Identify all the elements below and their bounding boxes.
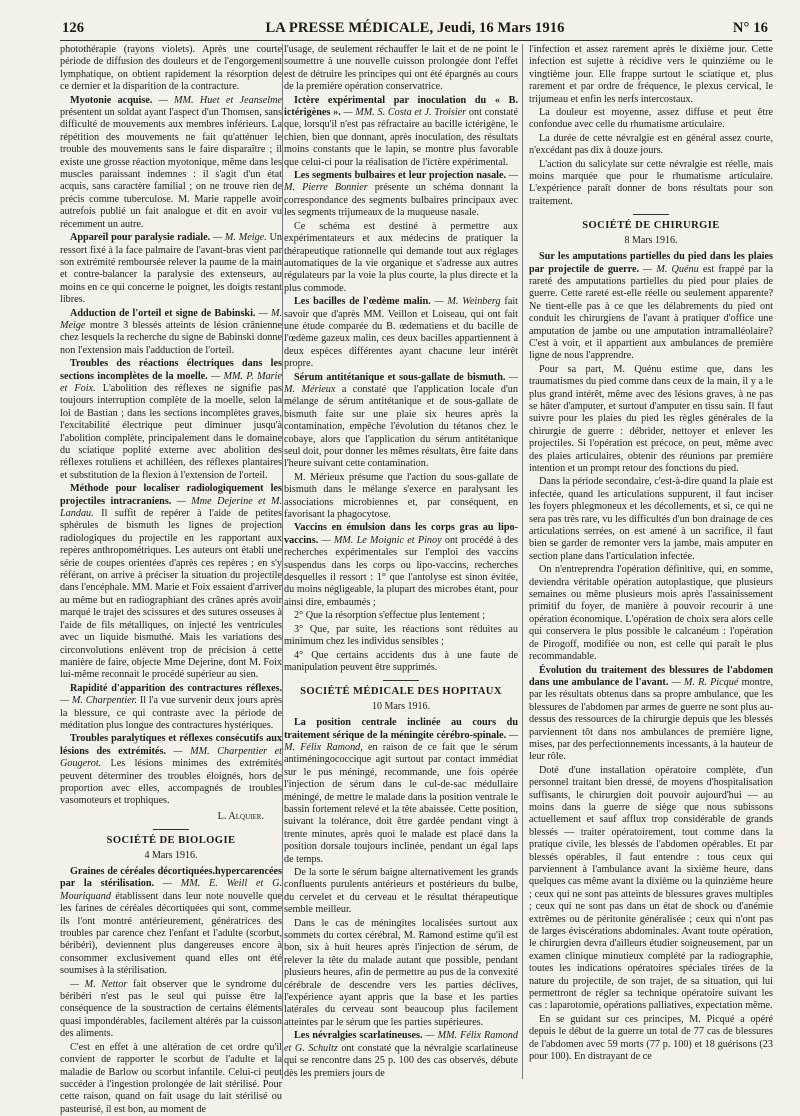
section-rule bbox=[383, 680, 419, 681]
paragraph: Pour sa part, M. Quénu estime que, dans les traumatismes du pied comme dans ceux de la main, il y a le plus grand intérêt, même avec des lésions graves, à ne pas se hâter d'amputer, et surtout d'amputer en tissu sain. Il faut suivre pour les plaies du pied les règles générales de la chirurgie de guerre : débrider, nettoyer et enlever les projectiles. Si l'opération est précoce, on peut, même avec des plaies articulaires, obtenir des réunions par première intention et un prompt retour des fonctions du pied. bbox=[529, 363, 773, 474]
paragraph: Ce schéma est destiné à permettre aux expérimentateurs et aux médecins de pratiquer la thérapeutique rationnelle qui demande tout aux réglages automatiques de la vie organique et s'adresse aux autres régulateurs par la voie la plus courte, la plus directe et la plus commode. bbox=[284, 220, 518, 294]
section-date: 10 Mars 1916. bbox=[371, 700, 431, 712]
article-title: Les névralgies scarlatineuses. bbox=[294, 1030, 423, 1042]
journal-title: LA PRESSE MÉDICALE, Jeudi, 16 Mars 1916 bbox=[265, 20, 565, 36]
article-body: fait savoir que d'après MM. Veillon et Loiseau, qui ont fait une étude comparée du B. œdematiens et du bacille de l'œdème gazeux malin, ces deux bacilles appartiennent à deux espèces différentes ayant chacune leur intérêt propre. bbox=[284, 296, 518, 370]
article-authors: — M. Quénu bbox=[639, 263, 699, 275]
article-authors: — MM. E. Weill et G. Mouriquand bbox=[60, 878, 282, 902]
article-authors: — M. Nettor bbox=[70, 978, 128, 990]
article-authors: — MM. Huet et Jeanselme bbox=[152, 94, 282, 106]
issue-number: N° 16 bbox=[732, 20, 768, 36]
article bbox=[284, 170, 518, 220]
article-body: L'abolition des réflexes ne signifie pas toujours interruption complète de la moelle, selon la loi de Bastian ; dans les sections incomplètes graves, l'excitabilité électrique peut diminuer jusqu'à l'abolition complète, principalement dans le domaine du sciatique poplité externe avec abolition des réflexes rotuliens et achilléen, des réflexes plantaires et substitution de la flexion à l'extension de l'orteil. bbox=[60, 382, 282, 481]
section-heading: SOCIÉTÉ DE BIOLOGIE bbox=[106, 835, 236, 847]
article-title: Adduction de l'orteil et signe de Babinski. bbox=[70, 307, 256, 319]
article-authors: — M. Meige. bbox=[210, 232, 267, 244]
article bbox=[60, 483, 282, 682]
article-body: est frappé par la rareté des amputations partielles du pied pour plaies de guerre. Cette rareté est-elle réelle ou seulement apparente? Ne tient-elle pas à ce que les délabrements du pied ont conduit les chirurgiens de l'avant à pratiquer d'office une amputation de jambe ou une amputation intramalléolaire? C'est à voir, et il appartient aux ambulances de première ligne de nous l'apprendre. bbox=[529, 263, 773, 362]
paragraph: C'est en effet à une altération de cet ordre qu'il convient de rapporter le scorbut de l'adulte et la maladie de Barlow ou scorbut infantile. Celui-ci peut succéder à l'ingestion prolongée de lait stérilisé. Pour cette raison, quand on fait usage du lait stérilisé ou pasteurisé, il est bon, au moment de bbox=[60, 1041, 282, 1115]
article-title: Graines de céréales décortiquées.hypercarencées par la stérilisation. bbox=[60, 866, 282, 890]
article-body: présentent un soldat ayant l'aspect d'un Thomsen, sans difficulté de mouvements aux membres inférieurs. La répétition des mouvements ne fait qu'atténuer le trouble des mouvements sans le faire disparaître ; il existe une grosse réaction myotonique, même dans les muscles paraissant indemnes : il s'agit d'un état acquis, sans caractère familial ; on ne trouve rien de précis comme tuberculose. M. Marie rappelle avoir autrefois publié un fait analogue et dit en avoir vu récemment un autre. bbox=[60, 107, 282, 230]
article-body: a constaté que l'application locale d'un mélange de sérum antitétanique et de sous-gallate de bismuth faite sur une plaie six heures après la contamination, empêche l'évolution du tétanos chez le cobaye, alors que l'application du sérum antitétanique seul doit, pour donner les mêmes résultats, être faite dans l'heure suivant cette contamination. bbox=[284, 383, 518, 470]
article-title: Les segments bulbaires et leur projection nasale. bbox=[294, 170, 507, 182]
article-body: montre 3 blessés atteints de lésion crânienne chez lesquels la recherche du signe de Babinski donne non l'extension mais l'adduction de l'orteil. bbox=[60, 319, 282, 356]
article-authors: — M. Félix Ramond, bbox=[284, 729, 518, 753]
paragraph: l'usage, de seulement réchauffer le lait et de ne point le soumettre à une nouvelle cuisson prolongée dont l'effet est de détruire les principes qui ont été épargnés au cours de la première opération conservatrice. bbox=[284, 44, 518, 93]
article-authors: — MM. Charpentier et Gougerot. bbox=[60, 745, 282, 770]
article bbox=[284, 717, 518, 866]
paragraph: M. Mérieux présume que l'action du sous-gallate de bismuth dans le mélange s'exerce en paralysant les associations microbiennes et, par conséquent, en favorisant la phagocytose. bbox=[284, 471, 518, 521]
article bbox=[284, 372, 518, 471]
article-title: Méthode pour localiser radiologiquement les projectiles intracraniens. bbox=[60, 483, 282, 507]
section-heading: SOCIÉTÉ DE CHIRURGIE bbox=[582, 220, 720, 232]
article-authors: — Mme Dejerine et M. Landau. bbox=[60, 495, 282, 520]
article-body: montre, par les résultats obtenus dans sa propre ambulance, que les blessures de l'abdomen par armes de guerre ne sont plus au-dessus des ressources de la chirurgie depuis que les blessés parviennent tôt dans nos ambulances de première ligne, mises, par des perfectionnements incessants, à la hauteur de leur rôle. bbox=[529, 676, 773, 763]
paragraph: On n'entreprendra l'opération définitive, qui, en somme, deviendra véritable opération autoplastique, que plusieurs semaines ou même plusieurs mois après l'assainissement primitif du foyer, de manière à pouvoir recourir à une opération économique. L'opération de choix sera alors celle qui conservera le plus possible le calcanéum : l'opération de Pirogoff, modifiée ou non, est celle qui paraît le plus recommandable. bbox=[529, 564, 773, 663]
article-body: Il l'a vue survenir deux jours après la blessure, ce qui contraste avec la période de méditation plus longue des contractures hystériques. bbox=[60, 695, 282, 731]
article bbox=[529, 665, 773, 764]
article-body: fait observer que le syndrome du béribéri n'est pas le seul qui puisse être la conséquence de la soustraction de certains éléments quasi impondérables, facilement altérés par la cuisson des aliments. bbox=[60, 978, 282, 1040]
paragraph: En se guidant sur ces principes, M. Picqué a opéré depuis le début de la guerre un total de 77 cas de blessures de l'abdomen avec 59 morts (77 p. 100) et 18 guérisons (23 pour 100). En distrayant de ce bbox=[529, 1013, 773, 1063]
article bbox=[60, 308, 282, 358]
article-body: Il suffit de repérer à l'aide de petites sphérules de bismuth les lignes de projection radiologiques du projectile en les rapportant aux repères anthropométriques. Les auteurs ont établi une série de coupes orientées d'après ces repères ; en s'y référant, on arrive à préciser la situation du projectile dans l'encéphale. MM. Marie et Foix essaient d'arriver au même but en radiographiant des crânes après avoir marqué le trajet des scissures et des sutures osseuses à l'aide de fils métalliques, on injecté les ventricules avec un liquide bismuthé. Mais les variations des circonvolutions enlèvent trop de précision à cette manière de faire, objecte Mme Dejerine, dont M. Foix lui-même reconnait le procédé supérieur au sien. bbox=[60, 508, 282, 681]
article-title: Sur les amputations partielles du pied dans les plaies par projectile de guerre. bbox=[529, 251, 773, 275]
article-title: Ictère expérimental par inoculation du « B. ictérigènes ». bbox=[284, 94, 518, 119]
article bbox=[60, 733, 282, 807]
article bbox=[60, 95, 282, 231]
article-authors: — MM. Le Moignic et Pinoy bbox=[318, 534, 442, 546]
paragraph: Dans le cas de méningites localisées surtout aux sommets du cortex cérébral, M. Ramond estime qu'il est bon, six à huit heures après l'injection de sérum, de relever la tête du malade autant que possible, pendant plusieurs heures, afin de permettre au pus de la convexité cérébrale de descendre vers les parties déclives, l'expérience ayant appris que la base et les parties latérales du cerveau sont beaucoup plus facilement atteintes par le sérum que les parties supérieures. bbox=[284, 917, 518, 1028]
article-title: Appareil pour paralysie radiale. bbox=[70, 232, 211, 244]
article-title: Troubles paralytiques et réflexes consécutifs aux lésions des extrémités. bbox=[60, 733, 282, 757]
list-item: 3° Que, par suite, les réactions sont réduites au minimum chez les individus sensibles ; bbox=[284, 623, 518, 648]
article bbox=[284, 1030, 518, 1080]
article bbox=[284, 95, 518, 169]
section-date: 8 Mars 1916. bbox=[624, 234, 678, 246]
column-divider bbox=[522, 44, 523, 1079]
article-authors: — M. Charpentier. bbox=[60, 695, 137, 707]
article bbox=[284, 522, 518, 609]
article-authors: — MM. S. Costa et J. Troisier bbox=[340, 107, 467, 119]
paragraph: La durée de cette névralgie est en général assez courte, n'excédant pas dix à douze jours. bbox=[529, 132, 773, 157]
article-title: Vaccins en émulsion dans les corps gras au lipo-vaccins. bbox=[284, 522, 518, 546]
article-title: Myotonie acquise. bbox=[70, 94, 153, 106]
paragraph: Dans la période secondaire, c'est-à-dire quand la plaie est infectée, quand les articulations suppurent, il faut inciser les foyers phlegmoneux et les décollements, et si, ce qui ne sera pas très rare, vu les difficultés d'un bon drainage de ces articulations serrées, on est amené à un sacrifice, il faut bien se garder de remonter vers la jambe, mais amputer en section plane dans l'articulation infectée. bbox=[529, 476, 773, 562]
section-rule bbox=[633, 214, 669, 215]
page-number: 126 bbox=[62, 20, 85, 36]
article bbox=[60, 683, 282, 733]
article-authors: — M. Meige bbox=[60, 307, 283, 331]
article-title: La position centrale inclinée au cours du traitement sérique de la méningite cérébro-spinale. bbox=[284, 717, 518, 741]
article-body: établissent dans leur note nouvelle que les farines de céréales décortiquées qui sont, comme ils l'ont montré antérieurement, génératrices des troubles par carence chez l'enfant et l'adulte (scorbut, béribéri), deviennent plus dangereuses encore à consommer exclusivement quand elles ont été soumises à la stérilisation. bbox=[60, 890, 282, 977]
paragraph: Doté d'une installation opératoire complète, d'un personnel traitant bien dressé, de moyens d'hospitalisation suffisants, le chirurgien doit pouvoir aujourd'hui — au moins dans la guerre de siège que nous subissons actuellement et sauf afflux trop considérable de grands blessés — traiter opératoirement, tout comme dans la pratique civile, les blessés de l'abdomen opérables. Et par blessés opérables, il faut entendre : tous ceux qui parviennent à l'ambulance avant la sixième heure, dans quelques cas même avant la dixième ou la quinzième heure ; ceux qui ne sont pas atteints de blessures graves multiples ; ceux qui ne sont pas dans un état de shock ou d'anémie extrêmes ou de péritonite généralisée ; ceux qui n'ont pas de larges éviscérations abdominales. Avant toute opération, le chirurgien devra d'ailleurs étudier soigneusement, par un examen clinique minutieux complété par la radiographie, toutes les indications opératoires spéciales tirées de la nature du projectile, de son trajet, de sa situation, qui lui permettront de régler sa technique opératoire suivant les cas : laparotomie, opérations palliatives, expectation même. bbox=[529, 764, 773, 1012]
paragraph: photothérapie (rayons violets). Après une courte période de diffusion des douleurs et de l'engorgement lymphatique, on obtient rapidement la résorption de ce dernier et la disparition de la contracture. bbox=[60, 44, 282, 93]
section-date: 4 Mars 1916. bbox=[144, 849, 198, 861]
article-body: Un ressort fixé à la face palmaire de l'avant-bras vient par son extrémité remboursée relever la paume de la main et contre-balancer la paralysie des extenseurs, au moins en ce qui concerne le poignet, les doigts restant libres. bbox=[60, 232, 283, 306]
article-title: Évolution du traitement des blessures de l'abdomen dans une ambulance de l'avant. bbox=[529, 664, 773, 688]
article-title: Troubles des réactions électriques dans les sections incomplètes de la moelle. bbox=[60, 358, 282, 382]
header-rule bbox=[60, 40, 772, 41]
list-item: 4° Que certains accidents dus à une faute de manipulation peuvent être supprimés. bbox=[284, 649, 518, 673]
article-authors: — M. Weinberg bbox=[430, 296, 501, 308]
section-rule bbox=[153, 829, 189, 830]
article-body: en raison de ce fait que le sérum antiméningococcique agit surtout par contact immédiat sur le pus méningé, recommande, une fois opérée l'injection de sérum dans le cul-de-sac médullaire méningé, de mettre le malade dans la position ventrale le bassin fortement relevé et la tête abaissée. Cette position, suivant la tolérance, doit être gardée pendant vingt à trente minutes, après quoi le malade est placé dans la position dorsale toujours inclinée, pendant un égal laps de temps. bbox=[284, 741, 518, 865]
signature: L. Alquier. bbox=[217, 810, 264, 822]
article-authors: — MM. P. Marie et Foix. bbox=[60, 370, 282, 394]
article-authors: — M. Mérieux bbox=[284, 371, 518, 395]
article-title: Rapidité d'apparition des contractures réflexes. bbox=[70, 682, 282, 694]
article-authors: — MM. Félix Ramond et G. Schultz bbox=[284, 1030, 518, 1054]
column-2 bbox=[284, 44, 518, 1079]
article bbox=[60, 979, 282, 1041]
article-body: ont constaté que la névralgie scarlatineuse qui se rencontre dans 25 p. 100 des cas observés, débute dès les premiers jours de bbox=[284, 1042, 519, 1079]
paragraph: l'infection et assez rarement après le dixième jour. Cette infection est sujette à récidive vers le quinzième ou le vingtième jour. Elle frappe surtout le sciatique et, plus rarement et par ordre de fréquence, le plexus cervical, le trijumeau et enfin les nerfs intercostaux. bbox=[529, 44, 773, 105]
article-body: ont procédé à des recherches expérimentales sur l'emploi des vaccins suspendus dans les corps ou lipo-vaccins, recherches desquelles il ressort : 1° que l'antolyse est sinon évitée, du moins négligeable, la plupart des microbes étant, pour ainsi dire, embaumés ; bbox=[284, 534, 518, 608]
article-title: Sérum antitétanique et sous-gallate de bismuth. bbox=[294, 371, 506, 383]
column-divider bbox=[282, 44, 283, 1079]
article bbox=[60, 232, 282, 306]
section-heading: SOCIÉTÉ MÉDICALE DES HOPITAUX bbox=[300, 686, 502, 698]
article-authors: — M. Pierre Bonnier bbox=[284, 170, 518, 194]
list-item: 2° Que la résorption s'effectue plus lentement ; bbox=[294, 610, 486, 622]
column-1 bbox=[60, 44, 283, 1115]
paragraph: De la sorte le sérum baigne alternativement les grands confluents purulents antérieurs et postérieurs du bulbe, du cervelet et du cerveau et le résultat thérapeutique semble meilleur. bbox=[284, 867, 518, 916]
article-body: Les lésions minimes des extrémités peuvent déterminer des troubles éloignés, hors de proportion avec elles, accompagnés de troubles vasomoteurs et trophiques. bbox=[60, 758, 282, 807]
article bbox=[60, 358, 282, 482]
column-3 bbox=[529, 44, 773, 1079]
article bbox=[60, 866, 282, 978]
article-authors: — M. R. Picqué bbox=[668, 676, 739, 688]
article-title: Les bacilles de l'œdème malin. bbox=[294, 296, 431, 308]
paragraph: L'action du salicylate sur cette névralgie est réelle, mais moins marquée que pour le rhumatisme articulaire. L'expérience paraît donner de bons résultats pour son traitement. bbox=[529, 158, 773, 207]
paragraph: La douleur est moyenne, assez diffuse et peut être confondue avec celle du rhumatisme articulaire. bbox=[529, 107, 773, 131]
article bbox=[284, 296, 518, 370]
article bbox=[529, 251, 773, 363]
article-body: ont constaté que, lorsqu'il n'est pas réfractaire au bacille ictérigène, le chien, bien que donnant, après inoculation, des résultats moins constants que le lapin, se montre plus favorable que celui-ci pour la réalisation de l'ictère expérimental. bbox=[284, 107, 519, 168]
page-header bbox=[62, 20, 768, 38]
article-body: présente un schéma donnant la correspondance des segments bulbaires principaux avec les segments trijumeaux de la muqueuse nasale. bbox=[284, 182, 518, 219]
